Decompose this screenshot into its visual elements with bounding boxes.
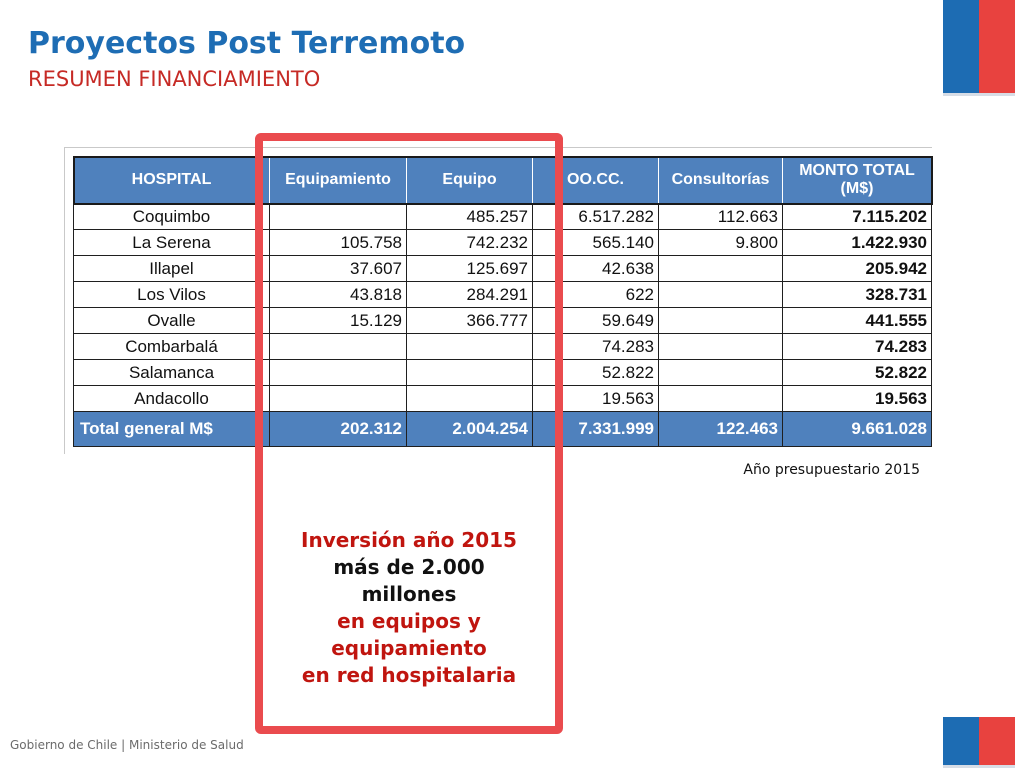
oocc-cell: 59.649 (533, 308, 659, 334)
oocc-cell: 74.283 (533, 334, 659, 360)
callout-line: millones (361, 582, 457, 606)
column-header-hospital: HOSPITAL (74, 157, 270, 204)
total-label-cell: Total general M$ (74, 412, 270, 447)
flag-red-stripe (979, 717, 1015, 768)
equipo-cell: 125.697 (407, 256, 533, 282)
hospital-cell: Coquimbo (74, 204, 270, 230)
equipo-cell: 485.257 (407, 204, 533, 230)
column-header-oocc: OO.CC. (533, 157, 659, 204)
consultorias-cell (659, 256, 783, 282)
column-header-equipamiento: Equipamiento (270, 157, 407, 204)
monto-total-cell: 441.555 (783, 308, 932, 334)
hospital-cell: Andacollo (74, 386, 270, 412)
monto-total-cell: 205.942 (783, 256, 932, 282)
oocc-cell: 565.140 (533, 230, 659, 256)
monto-total-cell: 74.283 (783, 334, 932, 360)
monto-total-cell: 52.822 (783, 360, 932, 386)
chile-flag-logo-top (943, 0, 1015, 96)
oocc-cell: 622 (533, 282, 659, 308)
callout-line: más de 2.000 (333, 555, 485, 579)
total-consultorias-cell: 122.463 (659, 412, 783, 447)
flag-blue-stripe (943, 0, 979, 96)
flag-blue-stripe (943, 717, 979, 768)
hospital-cell: Salamanca (74, 360, 270, 386)
consultorias-cell: 112.663 (659, 204, 783, 230)
monto-total-cell: 7.115.202 (783, 204, 932, 230)
total-equipamiento-cell: 202.312 (270, 412, 407, 447)
oocc-cell: 42.638 (533, 256, 659, 282)
equipamiento-cell: 37.607 (270, 256, 407, 282)
total-oocc-cell: 7.331.999 (533, 412, 659, 447)
consultorias-cell (659, 360, 783, 386)
investment-callout (264, 527, 554, 689)
monto-total-cell: 328.731 (783, 282, 932, 308)
oocc-cell: 19.563 (533, 386, 659, 412)
callout-line: en equipos y (337, 609, 481, 633)
page-title: Proyectos Post Terremoto (28, 26, 466, 61)
monto-total-cell: 1.422.930 (783, 230, 932, 256)
chile-flag-logo-bottom (943, 717, 1015, 768)
equipamiento-cell: 43.818 (270, 282, 407, 308)
hospital-cell: Ovalle (74, 308, 270, 334)
total-monto-cell: 9.661.028 (783, 412, 932, 447)
hospital-cell: Los Vilos (74, 282, 270, 308)
callout-line: Inversión año 2015 (301, 528, 517, 552)
hospital-cell: Illapel (74, 256, 270, 282)
callout-line: en red hospitalaria (301, 663, 517, 687)
column-header-equipo: Equipo (407, 157, 533, 204)
consultorias-cell: 9.800 (659, 230, 783, 256)
oocc-cell: 52.822 (533, 360, 659, 386)
footer-credit: Gobierno de Chile | Ministerio de Salud (10, 738, 244, 752)
consultorias-cell (659, 308, 783, 334)
column-header-monto-total: MONTO TOTAL (M$) (783, 157, 932, 204)
consultorias-cell (659, 334, 783, 360)
flag-red-stripe (979, 0, 1015, 96)
total-equipo-cell: 2.004.254 (407, 412, 533, 447)
hospital-cell: La Serena (74, 230, 270, 256)
budget-year-note: Año presupuestario 2015 (743, 462, 920, 478)
consultorias-cell (659, 386, 783, 412)
equipo-cell: 284.291 (407, 282, 533, 308)
oocc-cell: 6.517.282 (533, 204, 659, 230)
equipamiento-cell: 105.758 (270, 230, 407, 256)
page-subtitle: RESUMEN FINANCIAMIENTO (28, 67, 321, 91)
equipamiento-cell: 15.129 (270, 308, 407, 334)
hospital-cell: Combarbalá (74, 334, 270, 360)
monto-total-cell: 19.563 (783, 386, 932, 412)
callout-line: equipamiento (331, 636, 487, 660)
equipo-cell: 366.777 (407, 308, 533, 334)
column-header-consultorias: Consultorías (659, 157, 783, 204)
consultorias-cell (659, 282, 783, 308)
equipo-cell: 742.232 (407, 230, 533, 256)
